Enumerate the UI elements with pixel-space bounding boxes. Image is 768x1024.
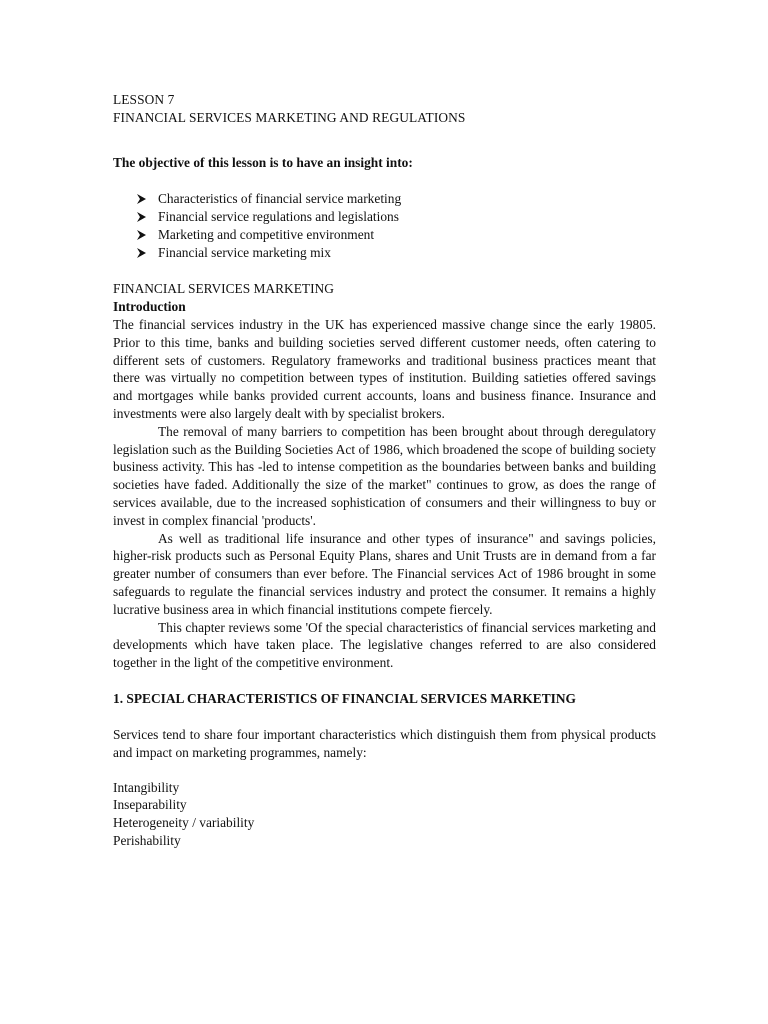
paragraph: As well as traditional life insurance and other types of insurance" and savings policies, higher-risk products such as Personal Equity Plans, shares and Unit Trusts are in demand from a far greater number of consumers than ever before. The Financial services Act of 1986 brought in some safeguards to regulate the financial services industry and protect the consumer. It remains a highly lucrative business area in which financial institutions compete fiercely. xyxy=(113,530,656,617)
services-lead-paragraph: Services tend to share four important characteristics which distinguish them from physical products and impact on marketing programmes, namely: xyxy=(113,726,656,760)
paragraph: This chapter reviews some 'Of the special characteristics of financial services marketing and developments which have taken place. The legislative changes referred to are also considered together in the light of the competitive environment. xyxy=(113,619,656,671)
list-item: Perishability xyxy=(113,832,181,848)
section-title: FINANCIAL SERVICES MARKETING xyxy=(113,281,334,296)
bullet-text: Financial service marketing mix xyxy=(158,245,331,260)
paragraph: The financial services industry in the UK has experienced massive change since the early 19805. Prior to this time, banks and building societies served different customer needs, often catering to different sets of customers. Regulatory frameworks and traditional business practices meant that there was virtually no competition between types of institution. Building satieties offered savings and mortgages while banks provided current accounts, loans and business finance. Insurance and investments were also largely dealt with by specialist brokers. xyxy=(113,317,656,421)
arrowhead-bullet-icon xyxy=(137,212,146,222)
list-item xyxy=(137,190,656,208)
objective-lead: The objective of this lesson is to have an insight into: xyxy=(113,155,413,170)
objective-bullet-list xyxy=(113,190,656,262)
bullet-text: Characteristics of financial service marketing xyxy=(158,191,402,206)
lesson-title: FINANCIAL SERVICES MARKETING AND REGULATIONS xyxy=(113,110,466,125)
introduction-label: Introduction xyxy=(113,299,186,314)
arrowhead-bullet-icon xyxy=(137,230,146,240)
arrowhead-bullet-icon xyxy=(137,248,146,258)
list-item xyxy=(137,226,656,244)
lesson-number: LESSON 7 xyxy=(113,92,175,107)
bullet-text: Financial service regulations and legislations xyxy=(158,209,399,224)
list-item: Heterogeneity / variability xyxy=(113,815,255,831)
list-item xyxy=(137,244,656,262)
list-item xyxy=(137,208,656,226)
arrowhead-bullet-icon xyxy=(137,194,146,204)
bullet-text: Marketing and competitive environment xyxy=(158,227,375,242)
list-item: Intangibility xyxy=(113,779,180,795)
characteristics-list xyxy=(113,779,656,850)
document-page xyxy=(113,91,656,850)
list-item: Inseparability xyxy=(113,797,187,813)
special-characteristics-heading: 1. SPECIAL CHARACTERISTICS OF FINANCIAL SERVICES MARKETING xyxy=(113,690,576,706)
paragraph: The removal of many barriers to competition has been brought about through deregulatory legislation such as the Building Societies Act of 1986, which broadened the scope of building society business activity. This has -led to intense competition as the boundaries between banks and building societies have faded. Additionally the size of the market" continues to grow, as does the range of services available, due to the increased sophistication of consumers and their willingness to buy or invest in complex financial 'products'. xyxy=(113,423,656,528)
